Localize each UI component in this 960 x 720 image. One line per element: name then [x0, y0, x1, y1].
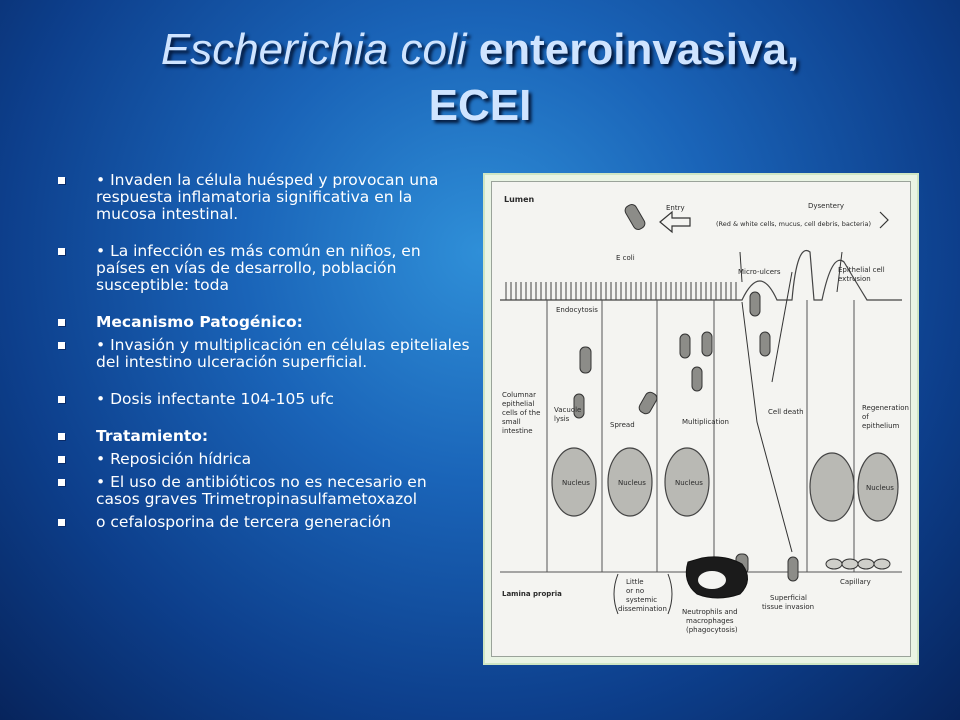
neutrophils-label-1: Neutrophils and: [682, 608, 738, 616]
lumen-label: Lumen: [504, 195, 535, 204]
columnar-label-4: small: [502, 418, 521, 426]
multiplication-label: Multiplication: [682, 418, 729, 426]
bullet-text: • Invaden la célula huésped y provocan una respuesta inflamatoria significativa en la mucosa intestinal.: [96, 171, 439, 223]
bullet-item: [58, 514, 473, 531]
bullet-item: [58, 172, 473, 223]
vacuole-label-1: Vacuole: [554, 406, 582, 414]
regeneration-label-3: epithelium: [862, 422, 900, 430]
ecoli-label: E coli: [616, 254, 635, 262]
lamina-propria-label: Lamina propria: [502, 590, 562, 598]
bullet-item: [58, 337, 473, 371]
title-species: Escherichia coli: [160, 25, 467, 74]
bullet-text: • Dosis infectante 104-105 ufc: [96, 390, 334, 408]
nucleus-label: Nucleus: [562, 479, 590, 487]
bullet-marker: [58, 433, 65, 440]
title-pathotype: enteroinvasiva,: [478, 25, 800, 74]
pathogenesis-figure: [483, 173, 919, 665]
regeneration-label-1: Regeneration: [862, 404, 909, 412]
columnar-label-3: cells of the: [502, 409, 541, 417]
superficial-label-1: Superficial: [770, 594, 807, 602]
bullet-text: • El uso de antibióticos no es necesario en casos graves Trimetropinasulfametoxazol: [96, 473, 427, 508]
little-label-1: Little: [626, 578, 644, 586]
bullet-item: [58, 314, 473, 331]
bullet-item: [58, 243, 473, 294]
bullet-marker: [58, 319, 65, 326]
bullet-item: [58, 474, 473, 508]
bullet-marker: [58, 342, 65, 349]
superficial-label-2: tissue invasion: [762, 603, 815, 611]
entry-label: Entry: [666, 204, 685, 212]
bullet-marker: [58, 177, 65, 184]
epithelial-extrusion-label-2: extrusion: [838, 275, 871, 283]
bullet-text: Mecanismo Patogénico:: [96, 313, 303, 331]
bullet-marker: [58, 479, 65, 486]
nucleus-label: Nucleus: [866, 484, 894, 492]
bullet-list: [58, 172, 473, 531]
neutrophils-label-2: macrophages: [686, 617, 734, 625]
neutrophils-label-3: (phagocytosis): [686, 626, 738, 634]
nuclei: [552, 448, 898, 521]
capillary-cells: [826, 559, 890, 569]
slide-title: [0, 22, 960, 134]
columnar-label-1: Columnar: [502, 391, 536, 399]
brush-border: [506, 282, 736, 300]
nucleus-label: Nucleus: [675, 479, 703, 487]
bullet-item: [58, 451, 473, 468]
micro-ulcers-label: Micro-ulcers: [738, 268, 781, 276]
bullet-marker: [58, 519, 65, 526]
dysentery-label: Dysentery: [808, 202, 844, 210]
little-label-3: systemic: [626, 596, 658, 604]
pathogenesis-diagram: [492, 182, 914, 660]
bullet-item: [58, 428, 473, 445]
bullet-marker: [58, 248, 65, 255]
spread-label: Spread: [610, 421, 635, 429]
little-label-2: or no: [626, 587, 645, 595]
bullet-item: [58, 391, 473, 408]
cell-walls: [500, 300, 902, 572]
regeneration-label-2: of: [862, 413, 869, 421]
vacuole-label-2: lysis: [554, 415, 570, 423]
title-acronym: ECEI: [428, 81, 532, 130]
endocytosis-label: Endocytosis: [556, 306, 598, 314]
bullet-text: • La infección es más común en niños, en países en vías de desarrollo, población susceptible: toda: [96, 242, 421, 294]
columnar-label-5: intestine: [502, 427, 533, 435]
columnar-label-2: epithelial: [502, 400, 535, 408]
little-label-4: dissemination: [618, 605, 667, 613]
capillary-label: Capillary: [840, 578, 871, 586]
figure-canvas: [491, 181, 911, 657]
bullet-marker: [58, 456, 65, 463]
bacteria: [574, 203, 798, 581]
nucleus-label: Nucleus: [618, 479, 646, 487]
epithelial-extrusion-label-1: Epithelial cell: [838, 266, 885, 274]
bullet-text: • Reposición hídrica: [96, 450, 252, 468]
bullet-text: o cefalosporina de tercera generación: [96, 513, 392, 531]
cell-death-label: Cell death: [768, 408, 804, 416]
bullet-text: • Invasión y multiplicación en células epiteliales del intestino ulceración superficial.: [96, 336, 470, 371]
bullet-text: Tratamiento:: [96, 427, 209, 445]
dysentery-detail-label: (Red & white cells, mucus, cell debris, bacteria): [716, 220, 872, 228]
bullet-marker: [58, 396, 65, 403]
